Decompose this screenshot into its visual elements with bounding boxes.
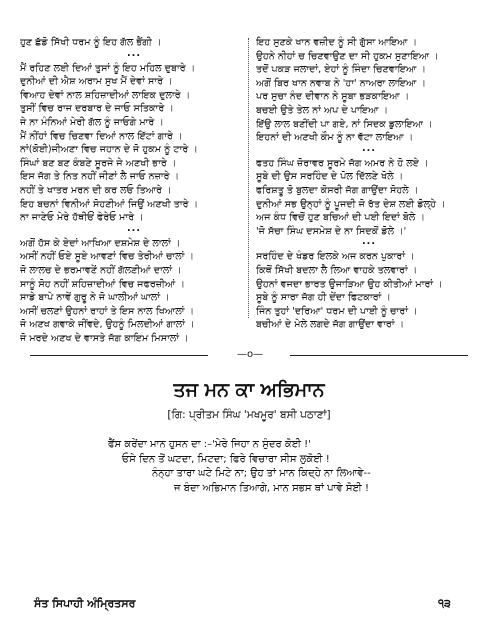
verse-line: ਸਰਹਿੰਦ ਦੇ ਖੰਡਰ ਇਲਕੇ ਅਜ ਕਰਨ ਪੁਕਾਰਾਂ । <box>256 251 415 263</box>
poem-line: ਨੰਨ੍ਹਾ ਤਾਰਾ ਘਟੇ ਮਿਟੇ ਨਾ; ਉਹ ਤਾਂ ਮਾਨ ਕਿਦ੍ਹੇ ਨਾ ਲਿਆਵੇ-- <box>152 468 371 479</box>
verse-line: ਜੋ ਮਰਦੇ ਅਣਖ ਦੇ ਵਾਸਤੇ ਜੱਗ ਕਾਇਮ ਮਿਸਾਲਾਂ । <box>20 332 189 344</box>
verse-line: ਤੁਸੀਂ ਵਿਚ ਰਾਜ ਦਰਬਾਰ ਦੇ ਜਾਓ ਸਤਿਕਾਰੇ । <box>20 103 174 115</box>
column-divider <box>248 38 249 318</box>
right-column <box>256 36 482 332</box>
stanza-separator: ... <box>362 236 376 248</box>
verse-line: ਕਿਥੋਂ ਸਿੱਖੀ ਬਦਲਾ ਲੈ ਲਿਆ ਵਾਹਕੇ ਤਲਵਾਰਾਂ । <box>256 264 418 276</box>
verse-line: ਬਚੀਆਂ ਦੇ ਮੇਲੇ ਲਗਦੇ ਜੱਗ ਗਾਉਂਦਾ ਵਾਰਾਂ । <box>256 319 405 331</box>
verse-line: ਦੁਨੀਆਂ ਦੀ ਐਸ਼ ਅਰਾਮ ਸੁਖ ਮੈਂ ਦੇਵਾਂ ਸਾਰੇ । <box>20 76 173 88</box>
divider-ornament: —o— <box>236 349 264 360</box>
verse-line: ਫਤਹ ਸਿੰਘ ਜ਼ੋਰਾਵਰ ਸੂਰਮੇ ਜੱਗ ਅਮਰ ਨੇ ਹੋ ਲਏ । <box>256 157 429 169</box>
right-stanza-1 <box>256 36 482 145</box>
poem-line: ਜ ਬੰਦਾ ਅਭਿਮਾਨ ਤਿਆਗੇ, ਮਾਨ ਸਭਸ ਥਾਂ ਪਾਵੇ ਸੋਈ ! <box>174 482 369 494</box>
verse-line: ਮੈਂ ਨੀਂਹਾਂ ਵਿਚ ਚਿਣਵਾ ਦਿਆਂ ਨਾਲ ਇੱਟਾਂ ਗਾਰੇ । <box>20 130 183 142</box>
verse-line: ਨਹੀਂ ਤੇ ਖਾਤਰ ਮਰਨ ਦੀ ਕਰ ਲਓ ਤਿਆਰੇ । <box>20 184 172 196</box>
verse-line: ਇਹ ਸੁਣਕੇ ਖਾਨ ਵਜ਼ੀਦ ਨੂੰ ਸੀ ਗੁੱਸਾ ਆਇਆ । <box>256 37 418 48</box>
stanza-separator: ... <box>362 142 376 154</box>
poem-title: ਤਜ ਮਨ ਕਾ ਅਭਿਮਾਨ <box>173 379 325 401</box>
verse-line: ਤਦੋਂ ਪਕੜ ਜਲਾਦਾਂ, ਏਹਾਂ ਨੂੰ ਜਿੰਦਾ ਚਿਣਵਾਇਆ । <box>256 64 426 76</box>
left-stanza-2 <box>20 237 248 346</box>
left-column <box>20 36 248 345</box>
verse-line: ਦੁਨੀਆਂ ਸਭ ਉਨ੍ਹਾਂ ਨੂੰ ਪੂਜਦੀ ਜੋ ਰੱਤ ਦੇਸ਼ ਲਈ ਡੋਲ੍ਹੇ । <box>256 198 446 210</box>
verse-line: ਬਚਈ ਉਤੇ ਤੇਲ ਨਾਂ ਅਪ ਦੇ ਪਾਇਆ । <box>256 104 389 116</box>
verse-line: ਫਰਿਸ਼ਤੂ ਤੋ ਬੁਲਦਾ ਕੋਸਰੀ ਜੱਗ ਗਾਉਂਦਾ ਸੋਹਲੇ । <box>256 184 419 196</box>
divider-rule-left <box>30 355 208 356</box>
poem-author: [ਗਿ: ਪ੍ਰੀਤਮ ਸਿੰਘ 'ਮਖਮੂਰ' ਬਸੀ ਪਠਾਣਾਂ] <box>167 409 331 421</box>
verse-line: 'ਜੋ ਸੱਚਾ ਸਿੰਘ ਦਸਮੇਸ਼ ਦੇ ਨਾ ਸਿਦਕੋਂ ਡੋਲੇ ।' <box>256 225 407 237</box>
page-number: ੧੩ <box>438 597 451 610</box>
verse-line: ਜੋ ਲਾਲਚ ਦੇ ਭਰਮਾਵਣੇਂ ਨਹੀਂ ਗੱਲਣੀਆਂ ਦਾਲਾਂ । <box>20 264 182 276</box>
right-stanza-2 <box>256 157 482 239</box>
verse-line: ਮੈਂ ਰਹਿਣ ਲਈ ਦਿਆਂ ਤੁਸਾਂ ਨੂੰ ਇਹ ਮਹਿਲ ਦੁਬਾਰੇ । <box>20 62 196 74</box>
left-stanza-1 <box>20 36 248 225</box>
verse-line: ਅਸੀਂ ਚਲਣਾਂ ਉਹਨਾਂ ਰਾਹਾਂ ਤੇ ਇਸ ਨਾਲ ਖਿਆਲਾਂ । <box>20 305 195 317</box>
poem-line: ਓਸੇ ਦਿਨ ਤੋਂ ਘਟਦਾ, ਮਿਟਦਾ; ਫਿਰੇ ਵਿਚਾਰਾ ਸੀਸ ਲੁਕੋਈ ! <box>122 453 330 465</box>
section-divider <box>30 349 468 361</box>
verse-line: ਸਾਨੂੰ ਸੋਹ ਨਹੀਂ ਸ਼ਹਿਜ਼ਾਦੀਆਂ ਵਿਚ ਜਫਰਜ਼ੀਆਂ । <box>20 278 185 290</box>
verse-line: ਅਗੋਂ ਹੱਸ ਕੇ ਏਦਾਂ ਆਖਿਆ ਦਸ਼ਮੇਸ਼ ਦੇ ਲਾਲਾਂ । <box>20 237 181 249</box>
verse-line: ਇੱਉ ਲਾਲ ਬਣੀਂਦੀ ਪਾ ਗਏ, ਨਾਂ ਸਿਦਕ ਡੁਲਾਇਆ । <box>256 118 433 130</box>
right-stanza-3 <box>256 250 482 332</box>
verse-line: ਅਸੀਂ ਨਹੀਂ ਓਏ ਸੂਏ ਆਵਣਾਂ ਵਿਚ ਤੇਰੀਆਂ ਚਾਲਾਂ । <box>20 251 195 263</box>
verse-line: ਨਾ ਜਾਣੇਓ ਮੇਰੇ ਹੱਥੀਓਂ ਫੇਰੇਓ ਮਾਰੇ । <box>20 212 144 224</box>
verse-line: ਅਜ ਕੰਧ ਵਿਚੋਂ ਹੁਣ ਬਚਿਆਂ ਦੀ ਪਈ ਇਦਾਂ ਬੋਲੇ । <box>256 212 425 224</box>
verse-line: ਅਗੋਂ ਬਿਰ ਖਾਨ ਨਵਾਬ ਨੇ 'ਹਾ' ਨਾਅਰਾ ਲਾਇਆ । <box>256 77 426 89</box>
verse-line: ਸਿੰਘਾਂ ਬਣ ਬਣ ਕੰਬਣੇ ਸੂਰਜੇ ਜੇ ਅਣਖੀ ਭਾਰੇ । <box>20 157 177 169</box>
verse-line: ਸਾਡੇ ਬਾਪੇ ਨਾਵੇਂ ਗੁਰੂ ਨੇ ਜੋ ਘਾਲੀਆਂ ਘਾਲਾਂ । <box>20 292 170 304</box>
verse-line: ਸੂਬੇ ਨੂੰ ਸਾਰਾ ਜੱਗ ਹੀ ਦੇਂਦਾ ਫਿਟਕਾਰਾਂ । <box>256 292 391 304</box>
verse-line: ਜੇ ਨਾ ਮੰਨਿਆਂ ਮੇਰੀ ਗੱਲ ਨੂੰ ਜਾਓਗੇ ਮਾਰੇ । <box>20 116 164 128</box>
stanza-separator: ... <box>127 47 141 59</box>
verse-line: ਜੋ ਅਣਖ ਗਵਾਕੇ ਜੀਂਵਦੇ, ਉਹਨੂੰ ਮਿਲਦੀਆਂ ਗਾਲਾਂ । <box>20 319 195 331</box>
poem-body <box>108 438 468 496</box>
poem-line: ਫੈਂਸ ਕਰੇਂਦਾ ਮਾਨ ਹੁਸਨ ਦਾ :–'ਮੇਰੇ ਜਿਹਾ ਨ ਸੁੰਦਰ ਕੋਈ !' <box>108 439 311 450</box>
verse-line: ਉਹਨਾਂ ਵਜਦਾ ਭਾਰਤ ਉਜਾੜਿਆ ਉਹ ਕੀਤੀਆਂ ਮਾਰਾਂ । <box>256 278 443 290</box>
stanza-separator: ... <box>127 222 141 234</box>
publication-name: ਸੰਤ ਸਿਪਾਹੀ ਅੰਮ੍ਰਿਤਸਰ <box>34 597 136 610</box>
verse-line: ਨਾਂ(ਕੋਈ)ਜੀਅਣਾ ਵਿਚ ਜਹਾਨ ਦੇ ਜੋ ਹੁਕਮ ਨੂੰ ਟਾਰੇ । <box>20 144 198 156</box>
verse-line: ਇਸ ਜੱਗ ਤੇ ਨਿਤ ਨਹੀਂ ਜੀਣਾਂ ਲੈ ਜਾਓ ਨਜ਼ਾਰੇ । <box>20 171 180 183</box>
verse-line: ਇਹ ਬਚਨਾਂ ਵਿਨੀਆਂ ਸੋਹਣੀਆਂ ਜਿਉਂ ਅਣਖੀ ਤਾਰੇ । <box>20 198 199 210</box>
verse-line: ਇਹਨਾਂ ਦੀ ਅਣਖੀ ਕੌਮ ਨੂੰ ਨਾ ਵੱਟਾ ਲਾਇਆ । <box>256 132 414 144</box>
verse-line: ਪਰ ਸੁਚਾ ਨੰਦ ਦੀਵਾਨ ਨੇ ਸੂਬਾ ਭੜਕਾਇਆ । <box>256 91 410 103</box>
verse-line: ਉਹਨੇ ਨੀਹਾਂ ਚ ਚਿਣਵਾਉਣ ਦਾ ਸੀ ਹੁਕਮ ਸੁਣਾਇਆ । <box>256 50 439 62</box>
verse-line: ਵਿਆਹ ਦੇਵਾਂ ਨਾਲ ਸ਼ਹਿਜ਼ਾਦੀਆਂ ਲਾਇਕ ਦੁਲਾਰੇ । <box>20 89 191 101</box>
verse-line: ਸੂਬੇ ਦੀ ਉਸ ਸਰਹਿੰਦ ਦੇ ਪੋਲ ਦਿੱਲਣੇ ਖੋਲੇ । <box>256 171 404 183</box>
divider-rule-right <box>290 355 468 356</box>
verse-line: ਜਿੰਨ ਤੁਹਾਂ 'ਦਰਿਆ' ਧਰਮ ਦੀ ਪਾਈ ਨੂੰ ਚਾਰਾਂ । <box>256 305 418 317</box>
verse-line: ਹੁਣ ਛੱਡੋ ਸਿੱਖੀ ਧਰਮ ਨੂੰ ਇਹ ਗੱਲ ਭੈਂਗੀ । <box>20 37 162 48</box>
